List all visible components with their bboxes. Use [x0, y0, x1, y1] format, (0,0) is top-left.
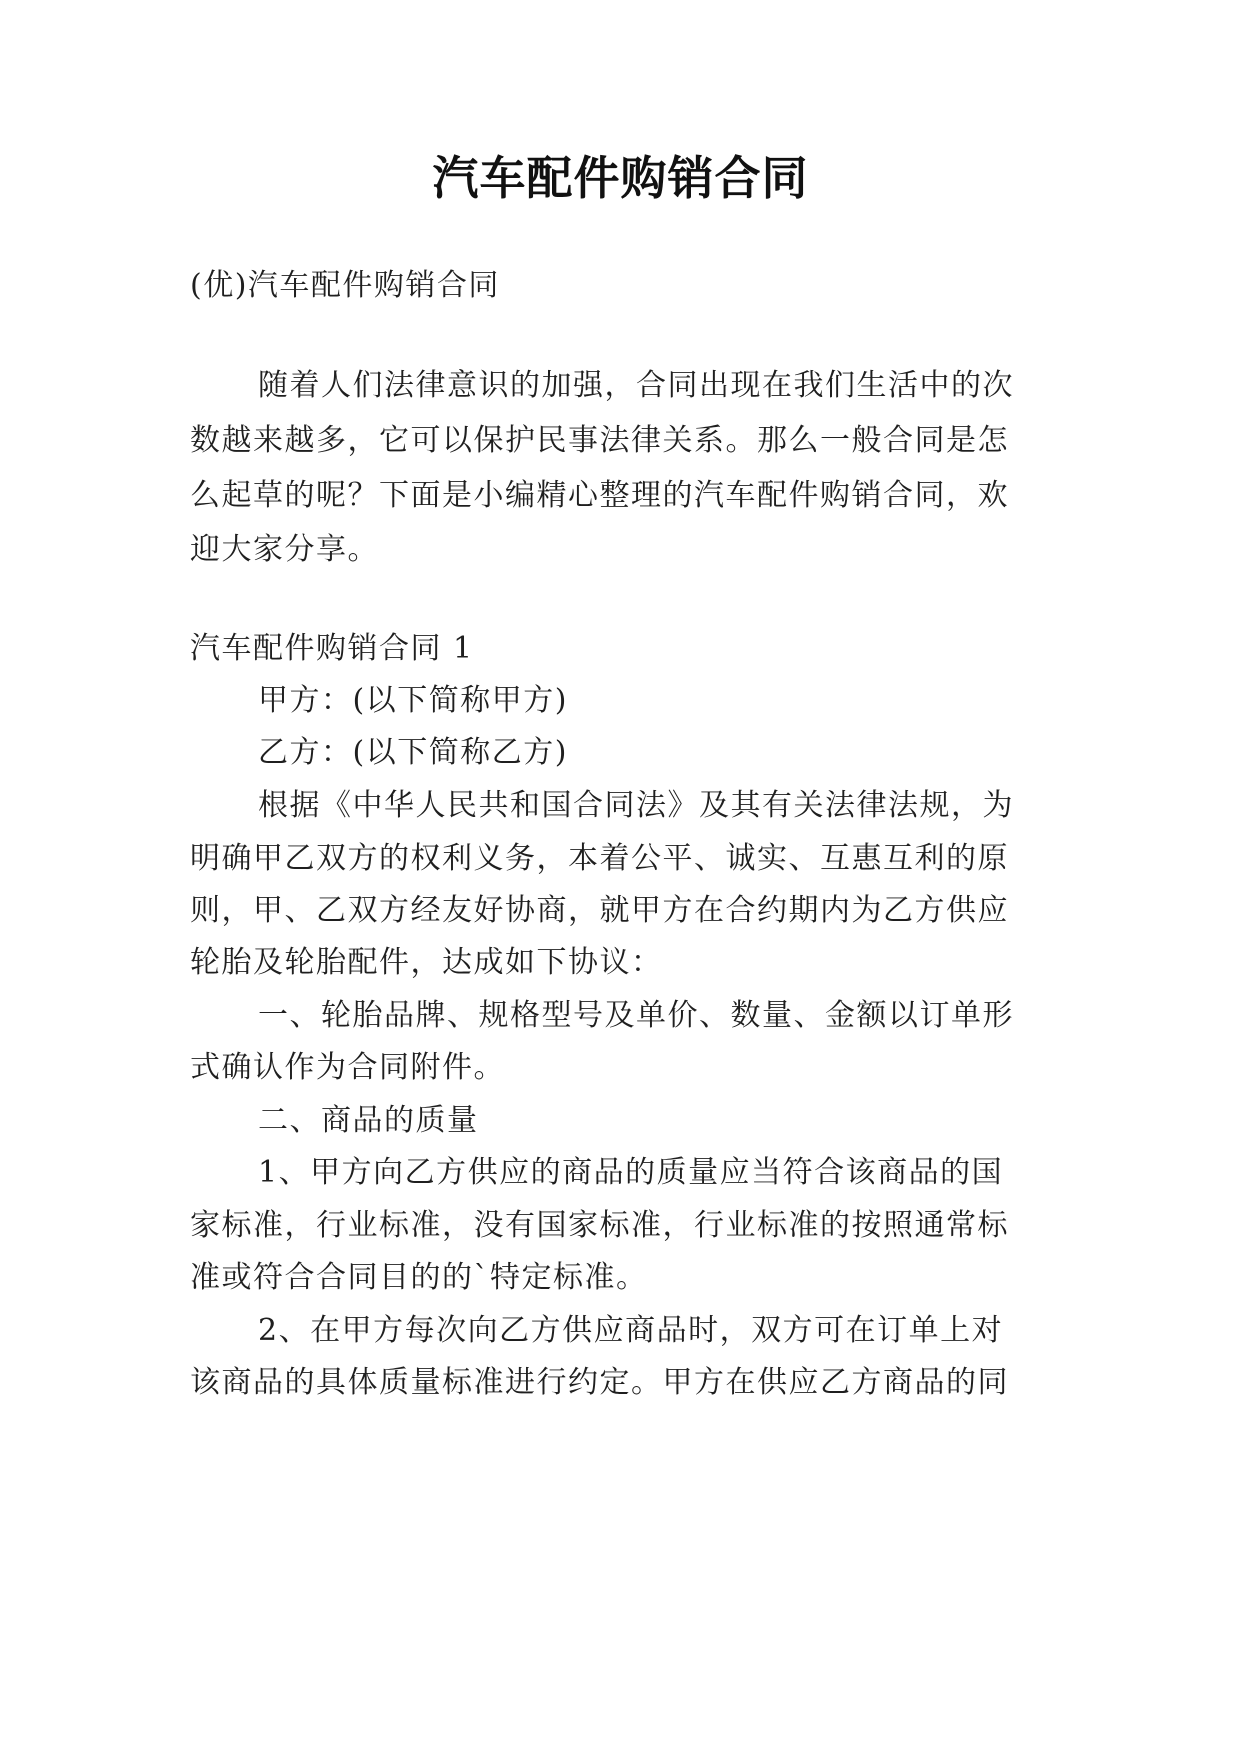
section-heading: 汽车配件购销合同 1 [190, 631, 474, 666]
basis-line-2: 明确甲乙双方的权利义务，本着公平、诚实、互惠互利的原 [190, 841, 1009, 876]
intro-line-1: 随着人们法律意识的加强，合同出现在我们生活中的次 [258, 368, 1014, 403]
clause1-line-1: 一、轮胎品牌、规格型号及单价、数量、金额以订单形 [258, 998, 1014, 1033]
basis-line-4: 轮胎及轮胎配件，达成如下协议： [190, 945, 663, 980]
clause2-1-line-2: 家标准，行业标准，没有国家标准，行业标准的按照通常标 [190, 1208, 1009, 1243]
clause2-heading: 二、商品的质量 [258, 1103, 479, 1138]
document-subtitle: (优)汽车配件购销合同 [190, 268, 500, 303]
intro-line-3: 么起草的呢？下面是小编精心整理的汽车配件购销合同，欢 [190, 478, 1009, 513]
basis-line-3: 则，甲、乙双方经友好协商，就甲方在合约期内为乙方供应 [190, 893, 1009, 928]
intro-line-4: 迎大家分享。 [190, 532, 379, 567]
clause1-line-2: 式确认作为合同附件。 [190, 1050, 505, 1085]
document-title: 汽车配件购销合同 [432, 151, 809, 205]
clause2-2-line-2: 该商品的具体质量标准进行约定。甲方在供应乙方商品的同 [190, 1365, 1009, 1400]
party-a: 甲方：(以下简称甲方) [258, 683, 568, 718]
clause2-2-line-1: 2、在甲方每次向乙方供应商品时，双方可在订单上对 [258, 1313, 1004, 1348]
clause2-1-line-3: 准或符合合同目的的`特定标准。 [190, 1260, 648, 1295]
party-b: 乙方：(以下简称乙方) [258, 735, 568, 770]
basis-line-1: 根据《中华人民共和国合同法》及其有关法律法规，为 [258, 788, 1014, 823]
intro-line-2: 数越来越多，它可以保护民事法律关系。那么一般合同是怎 [190, 423, 1009, 458]
clause2-1-line-1: 1、甲方向乙方供应的商品的质量应当符合该商品的国 [258, 1155, 1004, 1190]
